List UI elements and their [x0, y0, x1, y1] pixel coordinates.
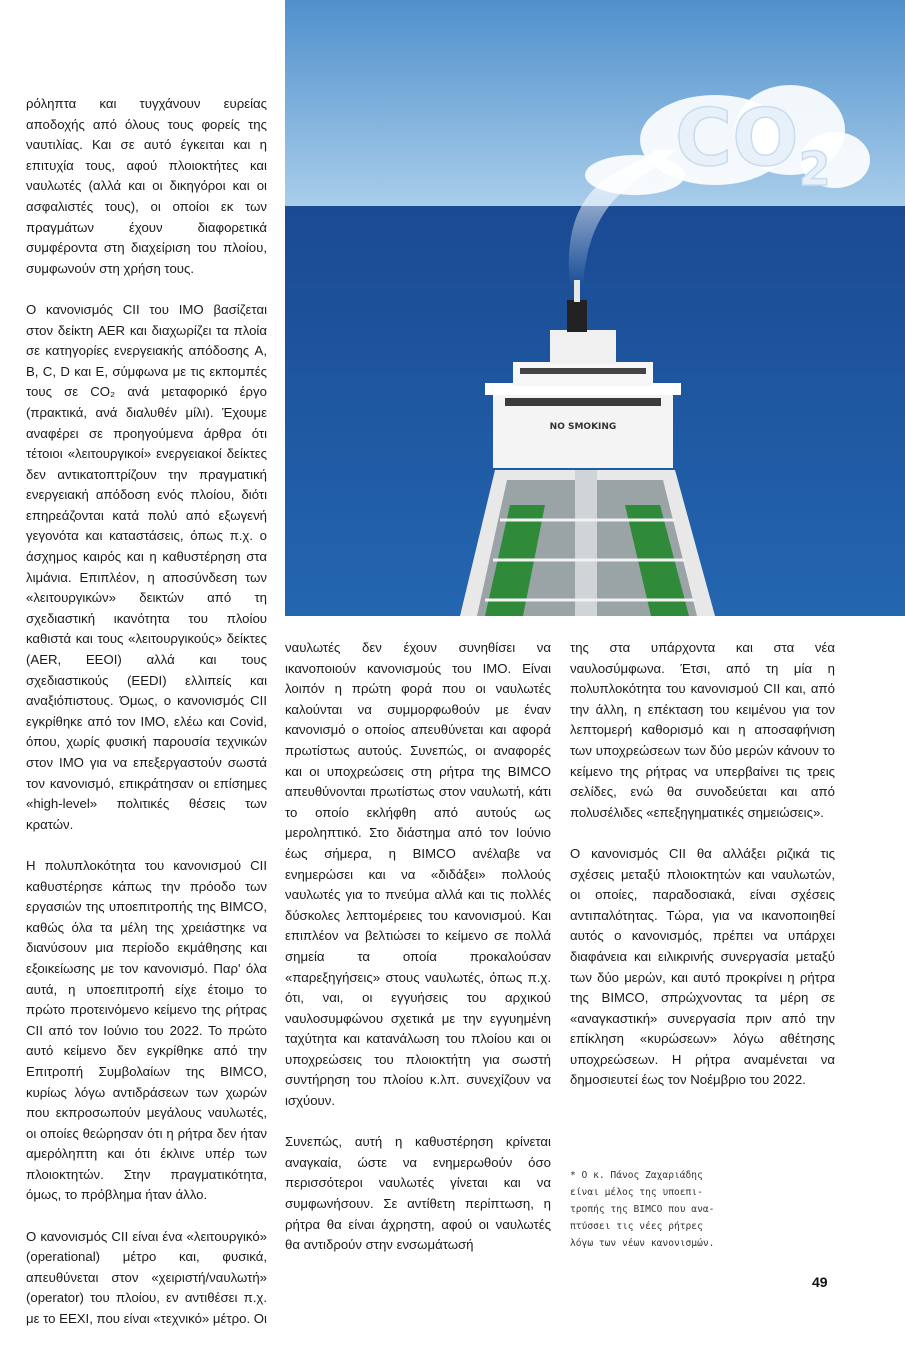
left-column — [26, 94, 267, 1350]
middle-column — [285, 638, 551, 1276]
ship-photo — [285, 0, 905, 616]
cloud-text: $CO_2$ — [675, 94, 831, 196]
paragraph: της στα υπάρχοντα και στα νέα ναυλοσύμφωνα. Έτσι, από τη μία η πολυπλοκότητα του κανονισμού CII και, από την άλλη, η επέκταση του κειμένου για τον λεπτομερή καθορισμό και η αποσαφήνιση των υποχρεώσεων των δύο μερών κάνουν το κείμενο της ρήτρας να υπερβαίνει τις τρεις σελίδες, ενώ θα συνοδεύεται και από πολυσέλιδες «επεξηγηματικές σημειώσεις». — [570, 640, 835, 820]
paragraph: Ο κανονισμός CII θα αλλάξει ριζικά τις σχέσεις μεταξύ πλοιοκτητών και ναυλωτών, οι οποίες, παραδοσιακά, είναι σχέσεις αντιπαλότητας. Τώρα, για να ικανοποιηθεί αυτός ο κανονισμός, πρέπει να υπάρχει διαφάνεια και ειλικρινής συνεργασία μεταξύ των δύο μερών, και αυτό προκρίνει η ρήτρα της BIMCO, σπρώχνοντας τα μέρη σε «αναγκαστική» συνεργασία πριν από την επίκληση «κυρώσεων» λόγω αθέτησης υποχρεώσεων. Η ρήτρα αναμένεται να δημοσιευτεί έως τον Νοέμβριο του 2022. — [570, 845, 835, 1088]
paragraph: Ο κανονισμός CII του IMO βασίζεται στον δείκτη AER και διαχωρίζει τα πλοία σε κατηγορίες ενεργειακής απόδοσης A, B, C, D και E, σύμφωνα με τις εκπομπές τους σε CO₂ ανά μεταφορικό έργο (πρακτικά, ανά διαλυθέν μίλι). Έχουμε αναφέρει σε προηγούμενα άρθρα ότι τέτοιοι «λειτουργικοί» ενεργειακοί δείκτες δεν αντικατοπτρίζουν την πραγματική ενεργειακή απόδοση ενός πλοίου, διότι επηρεάζονται κατά πολύ από εξωγενή γεγονότα και καταστάσεις, όπως π.χ. ο άσχημος καιρός και η καθυστέρηση στα λιμάνια. Επιπλέον, η αποσύνδεση των «λειτουργικών» δεικτών από τη σχεδιαστική ικανότητα του πλοίου καθιστά και τους «λειτουργικούς» δείκτες (AER, EEOI) αλλά και τους σχεδιαστικούς (EEDI) ελλιπείς και αναξιόπιστους. Όμως, ο κανονισμός CII εγκρίθηκε από τον IMO, ελέω και Covid, όπου, χωρίς φυσική παρουσία τεχνικών στον IMO για να επεξεργαστούν σωστά τον κανονισμό, επικράτησαν οι επίσημες «high-level» πολιτικές θέσεις των κρατών. — [26, 301, 267, 832]
page-number: 49 — [812, 1274, 828, 1290]
paragraph: Ο κανονισμός CII είναι ένα «λειτουργικό» (operational) μέτρο και, φυσικά, απευθύνεται στον «χειριστή/ναυλωτή» (operator) του πλοίου, εν αντιθέσει π.χ. με το EEXI, που είναι «τεχνικό» μέτρο. Οι — [26, 1228, 267, 1327]
paragraph: Συνεπώς, αυτή η καθυστέρηση κρίνεται αναγκαία, ώστε να ενημερωθούν όσο περισσότεροι ναυλωτές γίνεται και να συμφωνήσουν. Σε αντίθετη περίπτωση, η ρήτρα θα είναι άχρηστη, αφού οι ναυλωτές θα αντιδρούν στην ενσωμάτωσή — [285, 1134, 551, 1253]
paragraph: ναυλωτές δεν έχουν συνηθίσει να ικανοποιούν κανονισμούς του IMO. Είναι λοιπόν η πρώτη φορά που οι ναυλωτές καλούνται να συμμορφωθούν με έναν κανονισμό ο οποίος απευθύνεται και αφορά πρωτίστως αυτούς. Συνεπώς, οι αναφορές και οι υποχρεώσεις στη ρήτρα της BIMCO απευθύνονται πρωτίστως στον ναυλωτή, κάτι το οποίο εκλήφθη από αυτούς ως μεροληπτικό. Στο διάστημα από τον Ιούνιο έως σήμερα, η BIMCO ανέλαβε να ενημερώσει και να «διδάξει» πολλούς ναυλωτές για το πνεύμα αλλά και τις πολλές δύσκολες λεπτομέρειες του κανονισμού. Και επιπλέον να βελτιώσει το κείμενο σε πολλά σημεία τα οποία προκαλούσαν «παρεξηγήσεις» στους ναυλωτές, όπως π.χ. ότι, ναι, οι εγγυήσεις του αρχικού ναυλοσυμφώνου σχετικά με την εγγυημένη ταχύτητα και κατανάλωση του πλοίου και οι υποχρεώσεις του πλοιοκτήτη για σωστή συντήρηση του πλοίου κ.λπ. συνεχίζουν να ισχύουν. — [285, 640, 551, 1109]
author-footnote: * Ο κ. Πάνος Ζαχαριάδης είναι μέλος της υποεπι- τροπής της BIMCO που ανα- πτύσσει τις νέες ρήτρες λόγω των νέων κανονισμών. — [570, 1170, 715, 1249]
paragraph: Η πολυπλοκότητα του κανονισμού CII καθυστέρησε κάπως την πρόοδο των εργασιών της υποεπιτροπής της BIMCO, καθώς όλα τα μέλη της χρειάστηκε να διανύσουν μια περίοδο εκμάθησης και εξοικείωσης με τον κανονισμό. Παρ' όλα αυτά, η υποεπιτροπή είχε έτοιμο το πρώτο προτεινόμενο κείμενο της ρήτρας CII από τον Ιούνιο του 2022. Το πρώτο αυτό κείμενο δεν εγκρίθηκε από την Επιτροπή Συμβολαίων της BIMCO, κυρίως λόγω αντιδράσεων των χωρών που εκπροσωπούν μεγάλους ναυλωτές, οι οποίες θεώρησαν ότι η ρήτρα δεν ήταν αμερόληπτη και ότι έκλινε υπέρ των πλοιοκτητών. Στην πραγματικότητα, όμως, το πρόβλημα ήταν άλλο. — [26, 857, 267, 1203]
ship-sign: NO SMOKING — [549, 422, 617, 432]
right-column — [570, 638, 835, 1112]
paragraph: ρόληπτα και τυγχάνουν ευρείας αποδοχής από όλους τους φορείς της ναυτιλίας. Και σε αυτό έγκειται και η επιτυχία τους, αφού πλοιοκτήτες και ναυλωτές (αλλά και οι δικηγόροι και οι ασφαλιστές τους), οι οποίοι εκ των πραγμάτων έχουν διαφορετικά συμφέροντα στη διαχείριση του πλοίου, συμφωνούν στη χρήση τους. — [26, 96, 267, 276]
